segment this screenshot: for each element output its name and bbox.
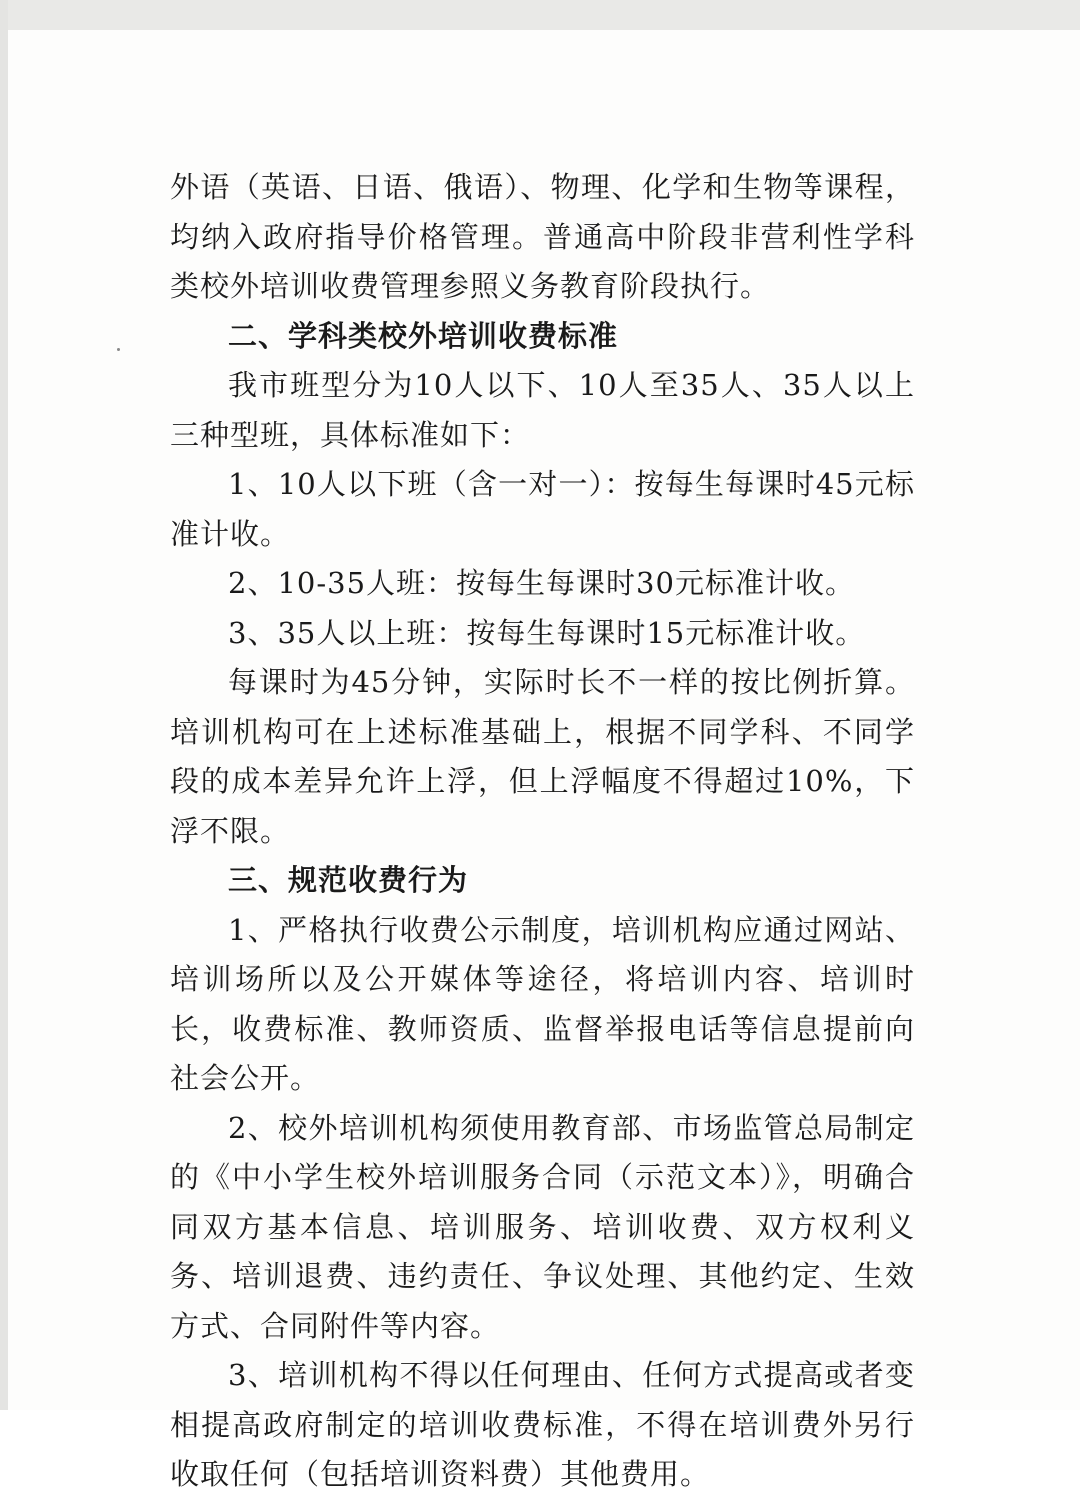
paragraph-lesson-duration: 每课时为45分钟，实际时长不一样的按比例折算。培训机构可在上述标准基础上，根据不同学科、不同学段的成本差异允许上浮，但上浮幅度不得超过10%，下浮不限。 xyxy=(170,665,915,848)
paragraph-no-extra-fees: 3、培训机构不得以任何理由、任何方式提高或者变相提高政府制定的培训收费标准，不得在培训费外另行收取任何（包括培训资料费）其他费用。 xyxy=(170,1358,915,1491)
paragraph-fee-disclosure: 1、严格执行收费公示制度，培训机构应通过网站、培训场所以及公开媒体等途径，将培训内容、培训时长，收费标准、教师资质、监督举报电话等信息提前向社会公开。 xyxy=(170,912,915,1095)
paragraph-large-class-fee: 3、35人以上班：按每生每课时15元标准计收。 xyxy=(228,615,866,650)
scan-left-edge xyxy=(0,0,8,1410)
document-body xyxy=(170,163,915,1500)
paragraph-medium-class-fee: 2、10-35人班：按每生每课时30元标准计收。 xyxy=(228,566,855,600)
section-heading-fee-conduct: 三、规范收费行为 xyxy=(228,863,469,897)
paragraph-class-types: 我市班型分为10人以下、10人至35人、35人以上三种型班，具体标准如下： xyxy=(170,368,915,452)
section-heading-fee-standards: 二、学科类校外培训收费标准 xyxy=(228,318,619,353)
paragraph-small-class-fee: 1、10人以下班（含一对一）：按每生每课时45元标准计收。 xyxy=(170,467,915,551)
scan-top-edge xyxy=(0,0,1080,30)
paragraph-course-scope: 外语（英语、日语、俄语）、物理、化学和生物等课程，均纳入政府指导价格管理。普通高中阶段非营利性学科类校外培训收费管理参照义务教育阶段执行。 xyxy=(170,170,915,303)
scan-speck xyxy=(117,348,120,351)
paragraph-model-contract: 2、校外培训机构须使用教育部、市场监管总局制定的《中小学生校外培训服务合同（示范文本）》，明确合同双方基本信息、培训服务、培训收费、双方权利义务、培训退费、违约责任、争议处理、其他约定、生效方式、合同附件等内容。 xyxy=(170,1110,915,1343)
